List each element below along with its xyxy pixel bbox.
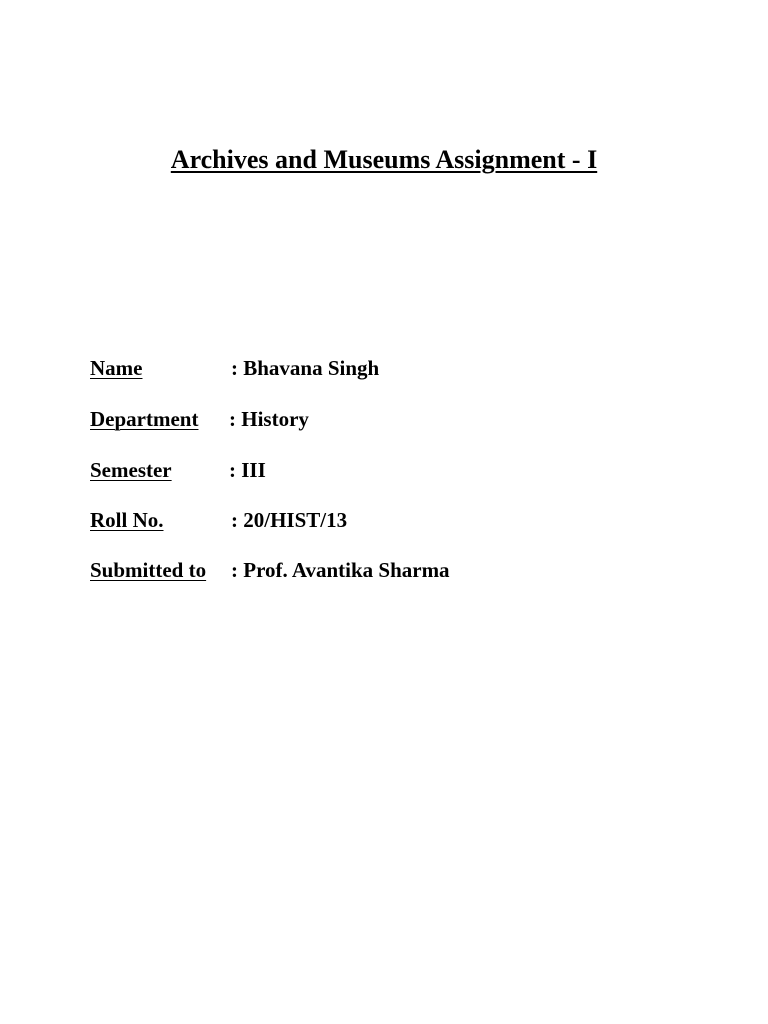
detail-value-roll-no: : 20/HIST/13 <box>231 508 348 532</box>
detail-value-submitted-to: : Prof. Avantika Sharma <box>231 558 450 582</box>
detail-label-semester: Semester <box>90 458 172 482</box>
detail-label-department: Department <box>90 407 199 431</box>
detail-value-name: : Bhavana Singh <box>231 356 380 380</box>
detail-value-semester: : III <box>229 458 266 482</box>
detail-label-roll-no: Roll No. <box>90 508 164 532</box>
document-title: Archives and Museums Assignment - I <box>170 145 598 174</box>
detail-label-name: Name <box>90 356 143 380</box>
detail-label-submitted-to: Submitted to <box>90 558 207 582</box>
detail-value-department: : History <box>229 407 309 431</box>
